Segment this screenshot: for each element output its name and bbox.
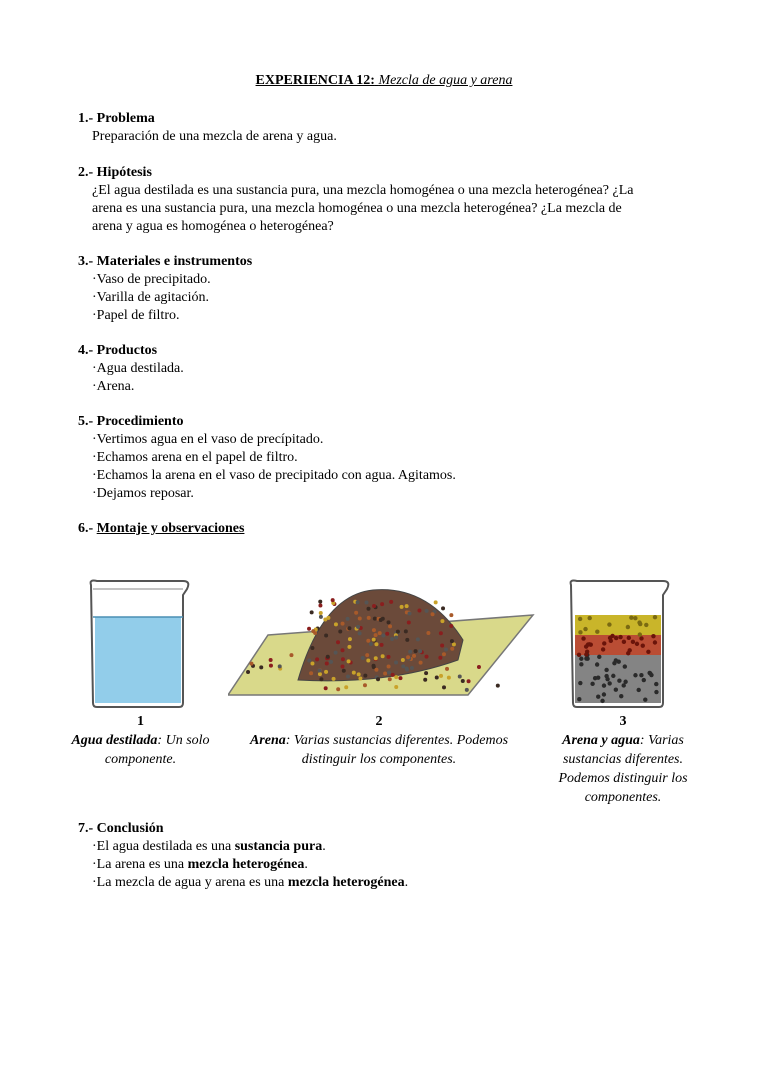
hipotesis-line: ¿El agua destilada es una sustancia pura, una mezcla homogénea o una mezcla heterogénea? ¿La — [92, 183, 634, 198]
figure-number: 3 — [619, 714, 627, 729]
problema-text: Preparación de una mezcla de arena y agua. — [92, 129, 337, 144]
section-hipotesis — [78, 164, 698, 236]
list-item: · La mezcla de agua y arena es una mezcla heterogénea. — [78, 874, 698, 892]
list-item: · Arena. — [78, 378, 698, 396]
figure-number: 1 — [137, 714, 144, 729]
figure-caption-2 — [228, 712, 530, 769]
section-procedimiento — [78, 413, 698, 503]
hipotesis-line: arena es una sustancia pura, una mezcla homogénea o una mezcla heterogénea? ¿La mezcla de — [92, 201, 622, 216]
list-item: · El agua destilada es una sustancia pura. — [78, 838, 698, 856]
caption-rest: : Varias sustancias diferentes. Podemos distinguir los componentes. — [558, 733, 688, 805]
title-prefix: EXPERIENCIA 12: — [255, 73, 375, 88]
section-productos — [78, 342, 698, 396]
caption-bold: Arena — [249, 733, 286, 748]
heading-montaje-number: 6.- — [78, 521, 97, 536]
caption-rest: : Un solo componente. — [104, 733, 210, 767]
list-item: · Vertimos agua en el vaso de precípitado. — [78, 431, 698, 449]
title-subtitle: Mezcla de agua y arena — [378, 73, 513, 88]
heading-problema: 1.- Problema — [78, 111, 155, 126]
figure-number: 2 — [375, 714, 383, 729]
section-problema — [78, 110, 698, 146]
water-fill — [95, 617, 181, 703]
figure-caption-3 — [548, 712, 698, 807]
figure-caption-1 — [68, 712, 213, 769]
section-conclusion — [78, 820, 698, 892]
list-item: · Dejamos reposar. — [78, 485, 698, 503]
heading-hipotesis: 2.- Hipótesis — [78, 165, 152, 180]
heading-procedimiento: 5.- Procedimiento — [78, 414, 184, 429]
beaker-mix-drawing — [565, 575, 675, 710]
document-title — [0, 73, 768, 89]
beaker-water-drawing — [85, 575, 195, 710]
section-montaje — [78, 520, 698, 538]
list-item: · Agua destilada. — [78, 360, 698, 378]
list-item: · Echamos arena en el papel de filtro. — [78, 449, 698, 467]
caption-rest: : Varias sustancias diferentes. Podemos distinguir los componentes. — [285, 733, 509, 767]
caption-bold: Agua destilada — [71, 733, 158, 748]
caption-bold: Arena y agua — [562, 733, 640, 748]
list-item: · Varilla de agitación. — [78, 289, 698, 307]
list-item: · Echamos la arena en el vaso de precipitado con agua. Agitamos. — [78, 467, 698, 485]
hipotesis-line: arena y agua es homogénea o heterogénea? — [92, 219, 334, 234]
list-item: · Vaso de precipitado. — [78, 271, 698, 289]
heading-montaje-text: Montaje y observaciones — [96, 521, 245, 536]
section-materiales — [78, 253, 698, 325]
heading-productos: 4.- Productos — [78, 343, 158, 358]
list-item: · La arena es una mezcla heterogénea. — [78, 856, 698, 874]
sand-on-filter-drawing — [228, 585, 538, 705]
heading-materiales: 3.- Materiales e instrumentos — [78, 254, 253, 269]
list-item: · Papel de filtro. — [78, 307, 698, 325]
heading-conclusion: 7.- Conclusión — [78, 821, 164, 836]
